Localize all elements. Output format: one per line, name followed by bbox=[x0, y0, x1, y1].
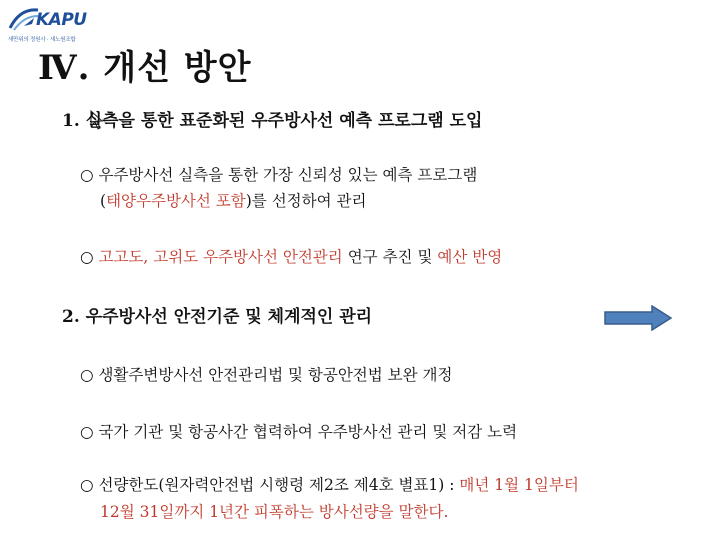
right-arrow-icon bbox=[604, 305, 672, 331]
paren-open: ( bbox=[100, 192, 107, 210]
logo-text: KAPU bbox=[36, 10, 87, 30]
budget-highlight: 예산 반영 bbox=[437, 248, 503, 266]
section2-item3-line2: 12월 31일까지 1년간 피폭하는 방사선량을 말한다. bbox=[100, 503, 449, 521]
logo-subtitle: 새만위의 정원사 · 새노원조합 bbox=[8, 37, 76, 43]
solar-radiation-highlight: 태양우주방사선 포함 bbox=[106, 192, 246, 210]
section2-item1: ○ 생활주변방사선 안전관리법 및 항공안전법 보완 개정 bbox=[80, 366, 453, 384]
section1-item1-line1: ○ 우주방사선 실측을 통한 가장 신뢰성 있는 예측 프로그램 bbox=[80, 166, 478, 184]
bullet: ○ bbox=[80, 248, 99, 266]
section1-item1-line2 bbox=[100, 189, 366, 211]
high-altitude-safety-highlight: 고고도, 고위도 우주방사선 안전관리 bbox=[98, 248, 343, 266]
item1-line2-rest: )를 선정하여 관리 bbox=[245, 192, 367, 210]
kapu-logo bbox=[4, 4, 87, 44]
section2-heading: 2. 우주방사선 안전기준 및 체계적인 관리 bbox=[62, 307, 373, 327]
slide-title: Ⅳ. 개선 방안 bbox=[38, 48, 252, 88]
section1-item2 bbox=[80, 245, 502, 267]
section1-heading: 1. 실측을 통한 표준화된 우주방사선 예측 프로그램 도입 bbox=[62, 111, 483, 131]
dose-limit-definition: ○ 선량한도(원자력안전법 시행령 제2조 제4호 별표1) : bbox=[80, 476, 460, 494]
item2-middle-text: 연구 추진 및 bbox=[342, 248, 438, 266]
section2-item3-line1 bbox=[80, 473, 579, 495]
dose-limit-period-start: 매년 1월 1일부터 bbox=[459, 476, 579, 494]
section2-item2: ○ 국가 기관 및 항공사간 협력하여 우주방사선 관리 및 저감 노력 bbox=[80, 423, 518, 441]
